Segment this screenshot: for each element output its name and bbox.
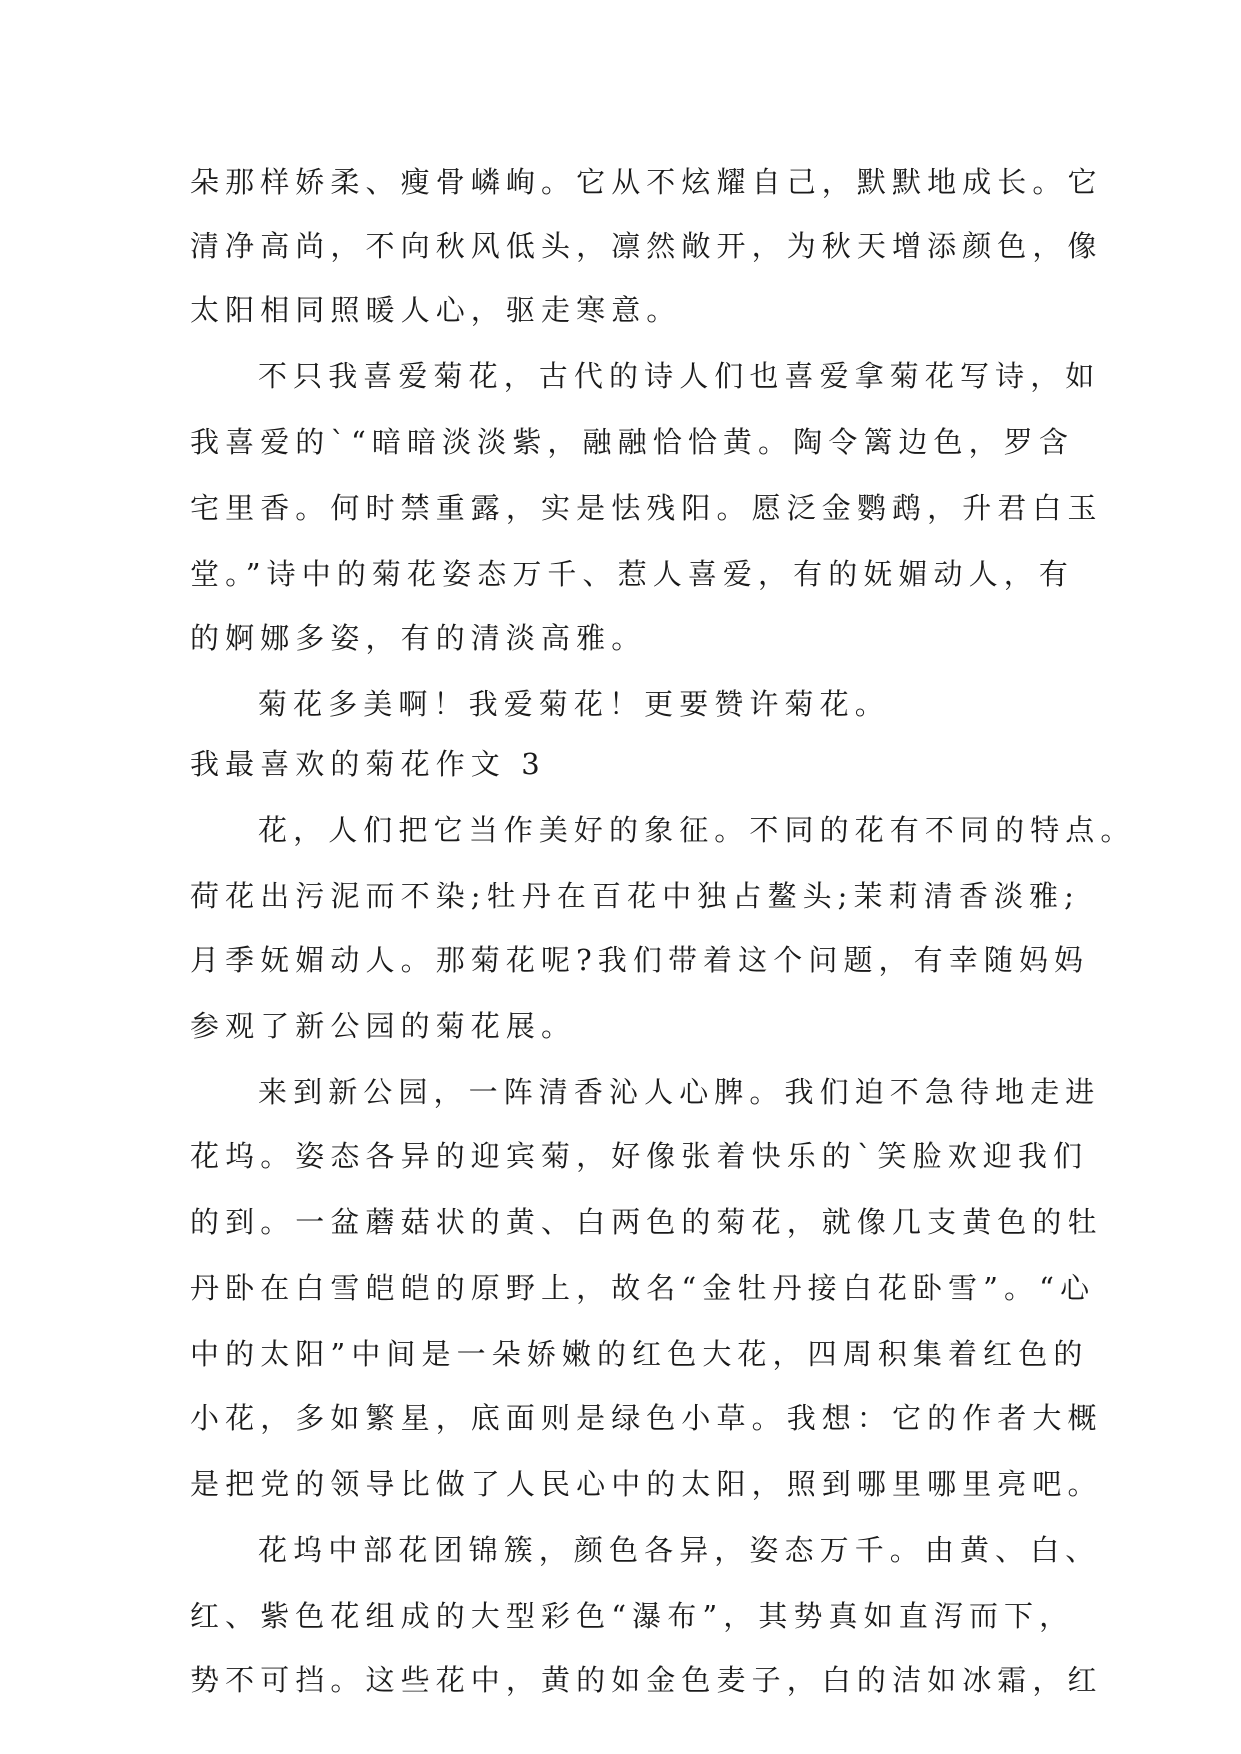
section-heading: 我最喜欢的菊花作文 3 [190,747,546,781]
body-line: 丹卧在白雪皑皑的原野上，故名“金牡丹接白花卧雪”。“心 [190,1271,1096,1305]
body-line: 荷花出污泥而不染;牡丹在百花中独占鳌头;茉莉清香淡雅; [190,879,1081,913]
body-line: 宅里香。何时禁重露，实是怯残阳。愿泛金鹦鹉，升君白玉 [190,491,1103,525]
body-line: 是把党的领导比做了人民心中的太阳，照到哪里哪里亮吧。 [190,1467,1103,1501]
body-line: 中的太阳”中间是一朵娇嫩的红色大花，四周积集着红色的 [190,1337,1089,1371]
body-line: 清净高尚，不向秋风低头，凛然敞开，为秋天增添颜色，像 [190,229,1103,263]
body-line: 堂。”诗中的菊花姿态万千、惹人喜爱，有的妩媚动人，有 [190,557,1074,591]
body-line: 花坞。姿态各异的迎宾菊，好像张着快乐的`笑脸欢迎我们 [190,1139,1089,1173]
paragraph-first-line: 花，人们把它当作美好的象征。不同的花有不同的特点。 [258,813,1136,847]
body-line: 朵那样娇柔、瘦骨嶙峋。它从不炫耀自己，默默地成长。它 [190,165,1103,199]
body-line: 小花，多如繁星，底面则是绿色小草。我想：它的作者大概 [190,1401,1103,1435]
body-line: 的婀娜多姿，有的清淡高雅。 [190,621,647,655]
body-line: 势不可挡。这些花中，黄的如金色麦子，白的洁如冰霜，红 [190,1663,1103,1697]
body-line: 我喜爱的`“暗暗淡淡紫，融融恰恰黄。陶令篱边色，罗含 [190,425,1074,459]
body-line: 的到。一盆蘑菇状的黄、白两色的菊花，就像几支黄色的牡 [190,1205,1103,1239]
body-line: 红、紫色花组成的大型彩色“瀑布”，其势真如直泻而下， [190,1599,1075,1633]
body-line: 月季妩媚动人。那菊花呢?我们带着这个问题，有幸随妈妈 [190,943,1090,977]
body-line: 太阳相同照暖人心，驱走寒意。 [190,293,682,327]
paragraph-first-line: 花坞中部花团锦簇，颜色各异，姿态万千。由黄、白、 [258,1533,1101,1567]
paragraph-first-line: 不只我喜爱菊花，古代的诗人们也喜爱拿菊花写诗，如 [258,359,1101,393]
paragraph-first-line: 来到新公园，一阵清香沁人心脾。我们迫不急待地走进 [258,1075,1101,1109]
paragraph-first-line: 菊花多美啊！我爱菊花！更要赞许菊花。 [258,687,890,721]
body-line: 参观了新公园的菊花展。 [190,1009,577,1043]
